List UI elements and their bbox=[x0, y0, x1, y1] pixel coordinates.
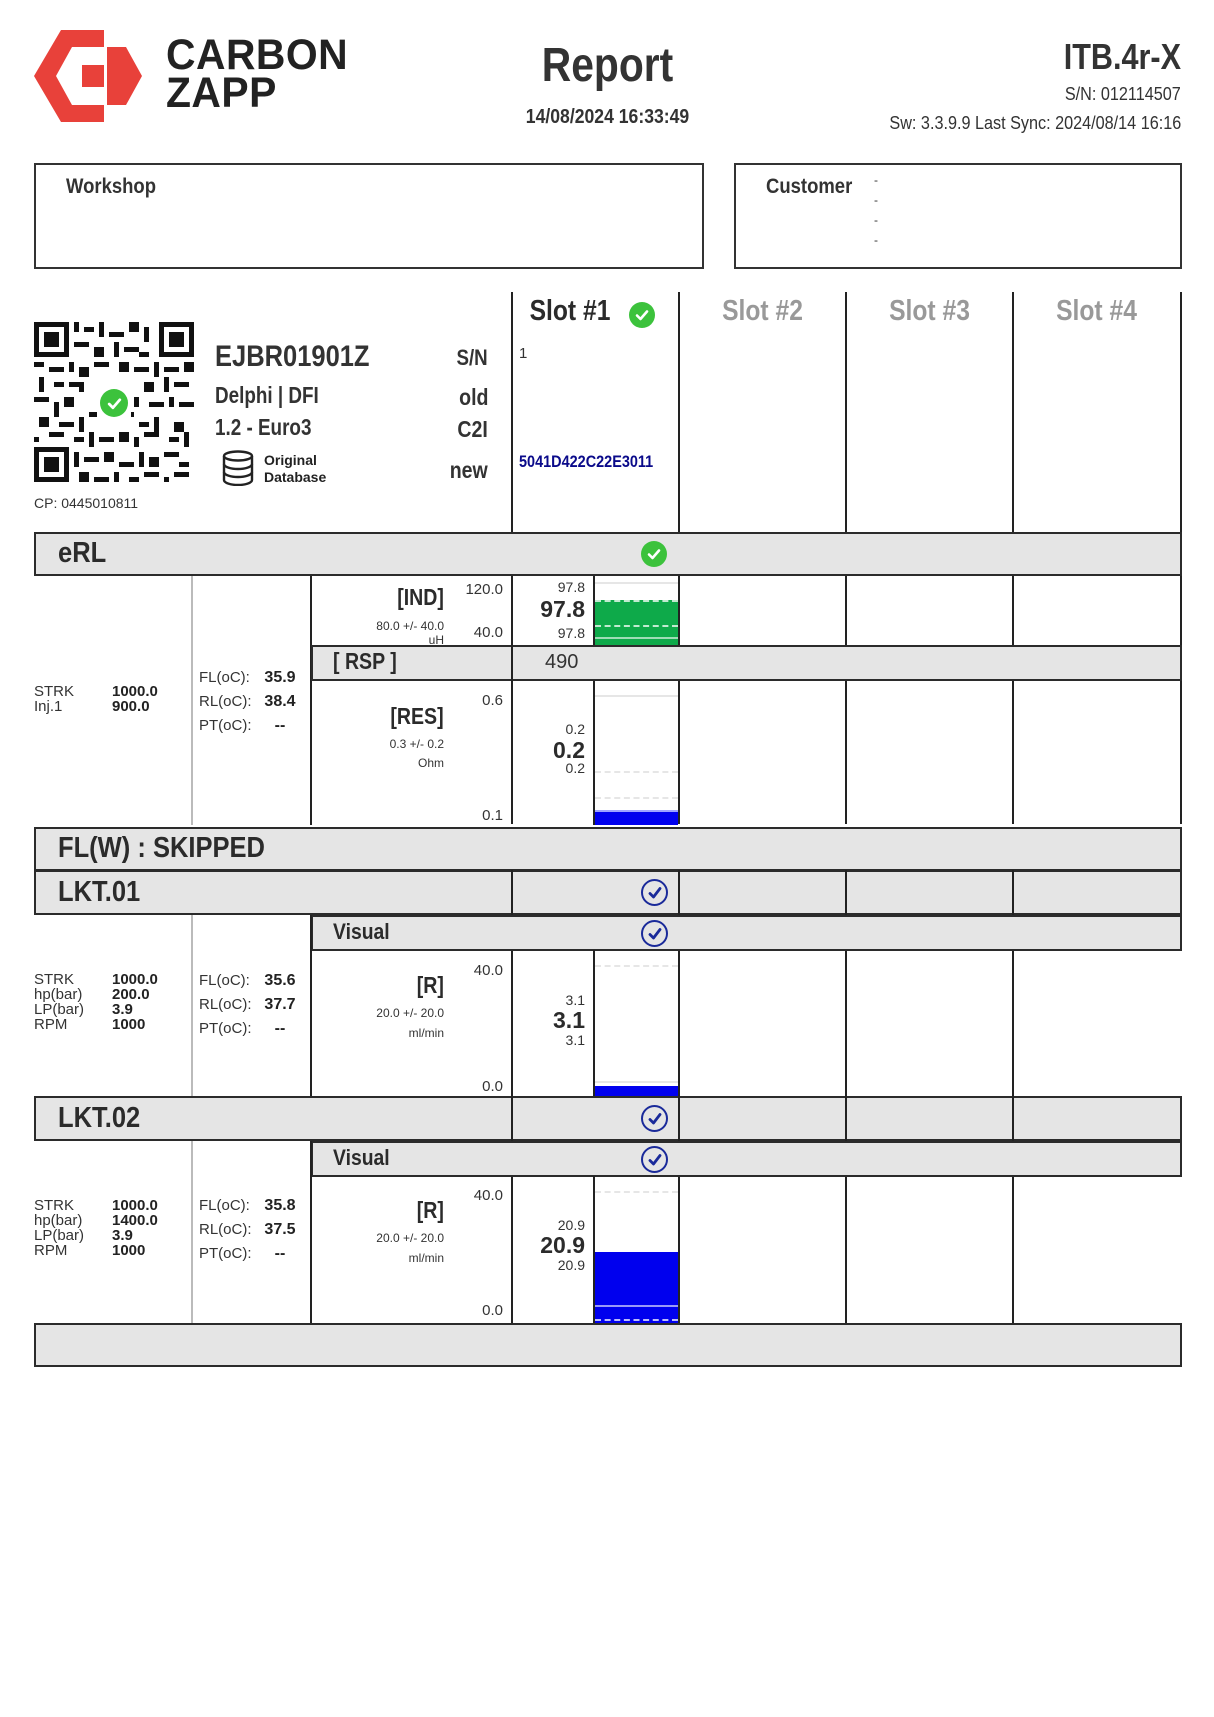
lkt01-r-unit: ml/min bbox=[408, 1026, 444, 1040]
lkt02-r-spec: 20.0 +/- 20.0 bbox=[376, 1231, 444, 1245]
erl-conditions: STRK Inj.1 bbox=[34, 683, 75, 715]
lkt02-slot1-upper: 20.9 bbox=[557, 1217, 585, 1233]
lkt01-visual-row bbox=[311, 915, 1182, 951]
slot-header-3[interactable]: Slot #3 bbox=[889, 295, 970, 327]
flw-title: FL(W) : SKIPPED bbox=[58, 832, 265, 864]
lkt01-r-spec: 20.0 +/- 20.0 bbox=[376, 1006, 444, 1020]
ind-tag: [IND] bbox=[397, 584, 444, 610]
lkt02-visual-label: Visual bbox=[333, 1145, 390, 1170]
erl-condition-values: 1000.0 900.0 bbox=[112, 683, 158, 715]
section-divider bbox=[191, 1141, 193, 1323]
slot-divider bbox=[1012, 870, 1014, 1097]
res-unit: Ohm bbox=[417, 756, 444, 770]
slot-header-2[interactable]: Slot #2 bbox=[722, 295, 803, 327]
slot-divider bbox=[678, 870, 680, 1097]
res-slot1-value: 0.2 bbox=[553, 737, 585, 763]
report-date: 14/08/2024 16:33:49 bbox=[525, 106, 690, 128]
section-divider bbox=[310, 1141, 312, 1323]
erl-temps: FL(oC): RL(oC): PT(oC): bbox=[199, 669, 252, 734]
brand-logo bbox=[34, 30, 142, 122]
check-circle-icon bbox=[641, 541, 667, 567]
check-status-icon bbox=[641, 1146, 668, 1173]
slot-divider bbox=[511, 645, 513, 681]
lkt01-temps: FL(oC): RL(oC): PT(oC): bbox=[199, 972, 252, 1037]
lkt01-slot1-lower: 3.1 bbox=[565, 1032, 585, 1048]
lkt01-condition-values: 1000.0 200.0 3.9 1000 bbox=[112, 971, 158, 1033]
slot-divider bbox=[845, 1096, 847, 1323]
res-slot1-lower: 0.2 bbox=[565, 760, 585, 776]
workshop-label: Workshop bbox=[66, 175, 157, 198]
injector-maker: Delphi | DFI bbox=[215, 382, 319, 408]
label-c2i: C2I bbox=[457, 416, 488, 442]
lkt02-temps: FL(oC): RL(oC): PT(oC): bbox=[199, 1197, 252, 1262]
lkt01-r-min: 0.0 bbox=[482, 1078, 503, 1095]
customer-label: Customer bbox=[766, 175, 853, 198]
customer-line: - bbox=[874, 193, 878, 207]
customer-line: - bbox=[874, 233, 878, 247]
customer-box bbox=[734, 163, 1182, 269]
lkt01-title: LKT.01 bbox=[58, 876, 141, 908]
database-icon bbox=[222, 450, 254, 491]
lkt02-gauge-slot1 bbox=[595, 1177, 678, 1323]
brand-name: CARBON ZAPP bbox=[166, 31, 349, 117]
slot-header-4[interactable]: Slot #4 bbox=[1056, 295, 1137, 327]
check-circle-icon bbox=[100, 389, 128, 417]
check-status-icon bbox=[641, 1105, 668, 1132]
check-status-icon bbox=[641, 920, 668, 947]
lkt01-slot1-upper: 3.1 bbox=[565, 992, 585, 1008]
section-divider bbox=[310, 915, 312, 1097]
lkt01-gauge-slot1 bbox=[595, 951, 678, 1097]
slot-label: Slot #1 bbox=[529, 295, 611, 327]
rsp-row bbox=[311, 645, 1182, 681]
rsp-value-slot1: 490 bbox=[545, 651, 579, 673]
res-spec: 0.3 +/- 0.2 bbox=[389, 737, 444, 751]
lkt01-r-tag: [R] bbox=[416, 972, 444, 998]
lkt02-slot1-value: 20.9 bbox=[540, 1232, 585, 1258]
carbonzapp-logo-icon bbox=[34, 30, 142, 122]
slot-divider bbox=[1012, 1096, 1014, 1323]
section-divider bbox=[191, 576, 193, 825]
slot1-serial: 1 bbox=[519, 345, 528, 362]
lkt02-r-tag: [R] bbox=[416, 1197, 444, 1223]
check-circle-icon bbox=[629, 302, 655, 328]
ind-slot1-lower: 97.8 bbox=[557, 625, 585, 641]
label-sn: S/N bbox=[456, 345, 488, 370]
database-label: Original Database bbox=[264, 452, 327, 485]
section-divider bbox=[310, 576, 312, 825]
ind-unit: uH bbox=[428, 633, 444, 647]
slot-divider bbox=[511, 1096, 513, 1323]
slot-divider bbox=[511, 870, 513, 1097]
lkt02-r-min: 0.0 bbox=[482, 1302, 503, 1319]
lkt02-header bbox=[34, 1096, 1182, 1141]
lkt01-slot1-value: 3.1 bbox=[553, 1007, 585, 1033]
ind-slot1-value: 97.8 bbox=[540, 596, 585, 622]
lkt02-title: LKT.02 bbox=[58, 1102, 141, 1134]
qr-verified bbox=[97, 386, 131, 420]
lkt02-temp-values: 35.8 37.5 -- bbox=[264, 1197, 296, 1262]
lkt01-visual-label: Visual bbox=[333, 919, 390, 944]
rsp-tag: [ RSP ] bbox=[333, 648, 397, 674]
injector-code: EJBR01901Z bbox=[215, 340, 370, 373]
qr-code bbox=[34, 322, 194, 482]
lkt02-condition-values: 1000.0 1400.0 3.9 1000 bbox=[112, 1197, 158, 1259]
erl-header bbox=[34, 532, 1182, 576]
device-name: ITB.4r-X bbox=[1063, 36, 1181, 77]
customer-line: - bbox=[874, 173, 878, 187]
slot-divider bbox=[678, 1096, 680, 1323]
ind-min: 40.0 bbox=[473, 624, 503, 641]
lkt02-r-unit: ml/min bbox=[408, 1251, 444, 1265]
slot1-c2i-code: 5041D422C22E3011 bbox=[519, 452, 654, 471]
section-divider bbox=[191, 915, 193, 1097]
res-gauge-slot1 bbox=[595, 681, 678, 825]
label-old: old bbox=[458, 384, 488, 410]
lkt02-r-max: 40.0 bbox=[473, 1187, 503, 1204]
lkt01-r-max: 40.0 bbox=[473, 962, 503, 979]
cp-code: CP: 0445010811 bbox=[34, 495, 139, 511]
workshop-box bbox=[34, 163, 704, 269]
res-slot1-upper: 0.2 bbox=[565, 721, 585, 737]
customer-line: - bbox=[874, 213, 878, 227]
lkt02-conditions: STRK hp(bar) LP(bar) RPM bbox=[34, 1197, 85, 1259]
res-max: 0.6 bbox=[482, 692, 503, 709]
device-serial: S/N: 012114507 bbox=[1065, 84, 1181, 104]
slot-header-1[interactable] bbox=[513, 293, 678, 333]
injector-spec: 1.2 - Euro3 bbox=[215, 414, 312, 440]
erl-temp-values: 35.9 38.4 -- bbox=[264, 669, 296, 734]
report-title: Report bbox=[541, 39, 674, 92]
lkt02-slot1-lower: 20.9 bbox=[557, 1257, 585, 1273]
label-new: new bbox=[449, 457, 488, 483]
lkt01-temp-values: 35.6 37.7 -- bbox=[264, 972, 296, 1037]
erl-title: eRL bbox=[58, 537, 107, 569]
check-status-icon bbox=[641, 879, 668, 906]
lkt02-visual-row bbox=[311, 1141, 1182, 1177]
ind-slot1-upper: 97.8 bbox=[557, 579, 585, 595]
lkt01-conditions: STRK hp(bar) LP(bar) RPM bbox=[34, 971, 85, 1033]
footer-bar bbox=[34, 1323, 1182, 1367]
res-tag: [RES] bbox=[390, 703, 444, 729]
device-software-sync: Sw: 3.3.9.9 Last Sync: 2024/08/14 16:16 bbox=[889, 113, 1181, 133]
ind-spec: 80.0 +/- 40.0 bbox=[376, 619, 444, 633]
ind-gauge-slot1 bbox=[595, 577, 678, 645]
res-min: 0.1 bbox=[482, 807, 503, 824]
lkt01-header bbox=[34, 870, 1182, 915]
slot-divider bbox=[845, 870, 847, 1097]
ind-max: 120.0 bbox=[465, 581, 503, 598]
